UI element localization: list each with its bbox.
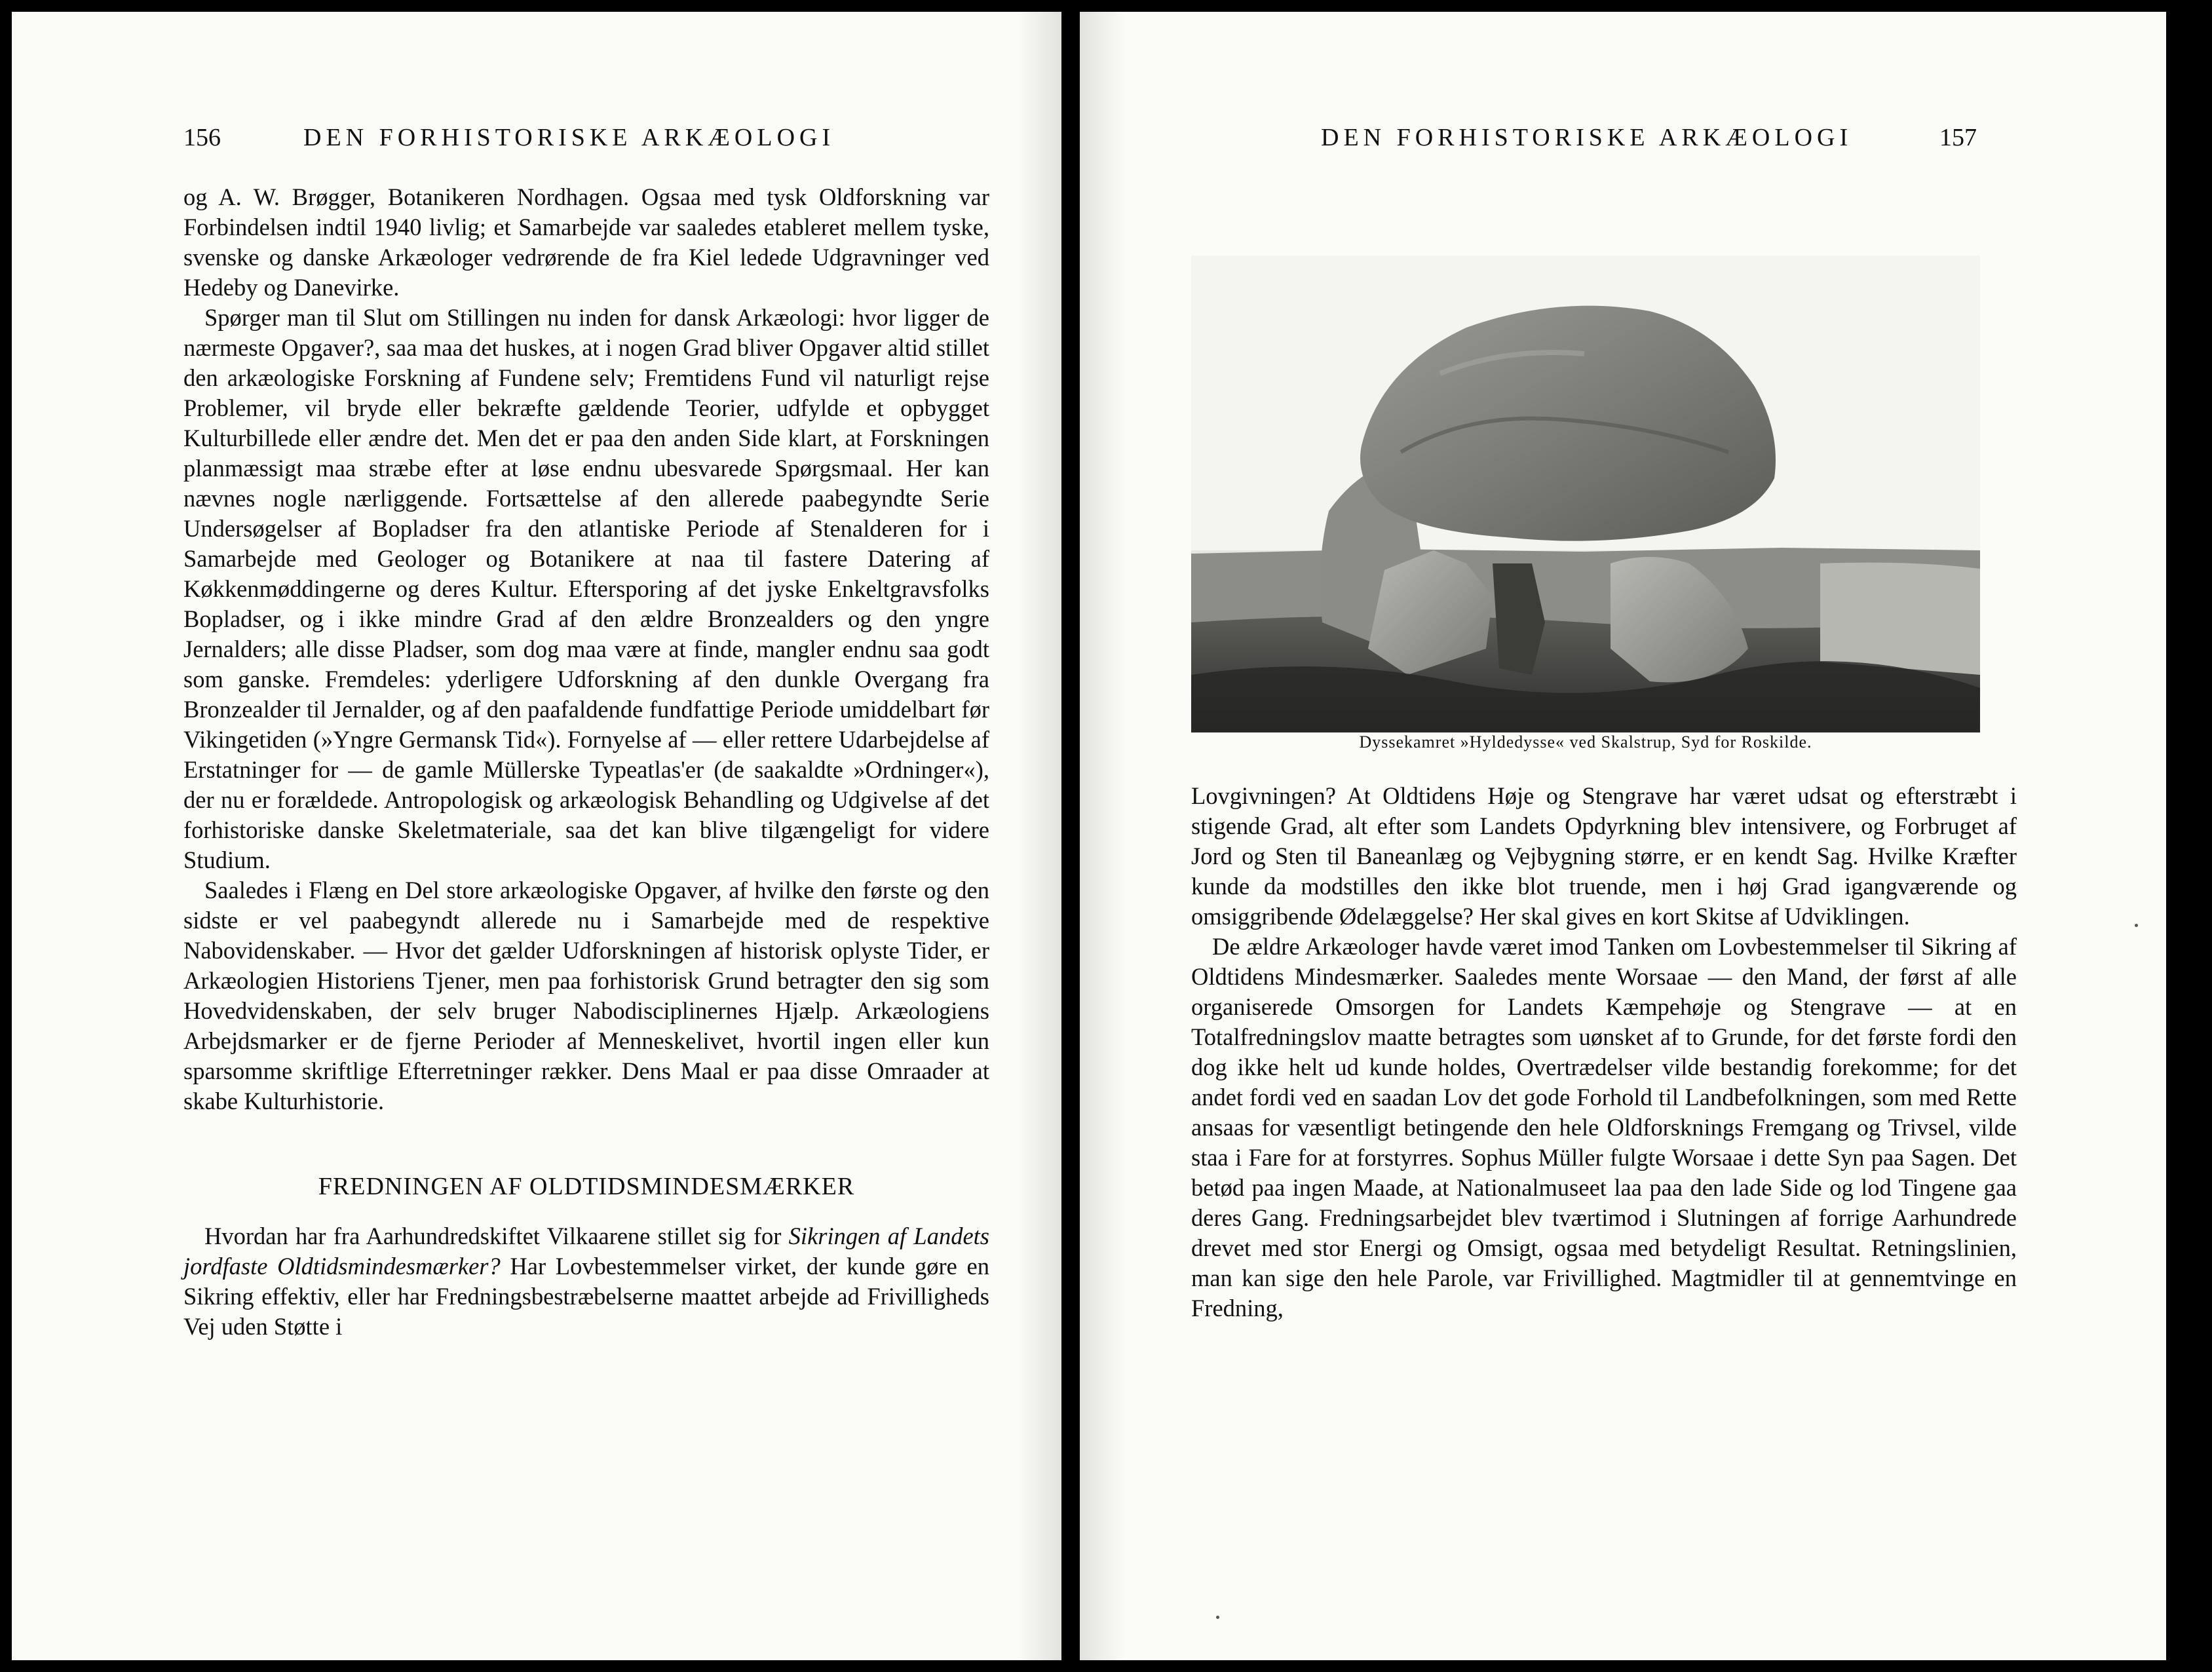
page-number-left: 156 — [183, 124, 221, 151]
section-title: FREDNINGEN AF OLDTIDSMINDESMÆRKER — [318, 1173, 855, 1200]
section-paragraph-start: Hvordan har fra Aarhundredskiftet Vilkaarene stillet sig for — [204, 1223, 789, 1249]
right-body-text — [1191, 781, 2017, 1323]
running-head-left: DEN FORHISTORISKE ARKÆOLOGI — [303, 124, 835, 151]
gutter-shadow — [1016, 12, 1061, 1660]
left-body-text — [183, 182, 989, 1342]
paragraph: Saaledes i Flæng en Del store arkæologiske Opgaver, af hvilke den første og den sidste er vel paabegyndt allerede nu i Samarbejde med de respektive Nabovidenskaber. — Hvor det gælder Udforskningen af historisk oplyste Tider, er Arkæologien Historiens Tjener, men paa forhistorisk Grund betragter den sig som Hovedvidenskaben, der selv bruger Nabodisciplinernes Hjælp. Arkæologiens Arbejdsmarker er de fjerne Perioder af Menneskelivet, hvortil ingen eller kun sparsomme skriftlige Efterretninger rækker. Dens Maal er paa disse Omraader at skabe Kulturhistorie. — [183, 877, 989, 1114]
running-head-right: DEN FORHISTORISKE ARKÆOLOGI — [1321, 124, 1853, 151]
paragraph: Lovgivningen? At Oldtidens Høje og Stengrave har været udsat og efterstræbt i stigende Grad, alt efter som Landets Opdyrkning blev intensivere, og Forbruget af Jord og Sten til Baneanlæg og Vejbygning større, er en kendt Sag. Hvilke Kræfter kunde da modstilles den ikke blot truende, men i høj Grad igangværende og omsiggribende Ødelæggelse? Her skal gives en kort Skitse af Udviklingen. — [1191, 782, 2017, 930]
gutter-shadow — [1080, 12, 1126, 1660]
paragraph: Spørger man til Slut om Stillingen nu inden for dansk Arkæologi: hvor ligger de nærmeste Opgaver?, saa maa det huskes, at i nogen Grad bliver Opgaver altid stillet den arkæologiske Forskning af Fundene selv; Fremtidens Fund vil naturligt rejse Problemer, vil bryde eller bekræfte gældende Teorier, udfylde et opbygget Kulturbillede eller ændre det. Men det er paa den anden Side klart, at Forskningen planmæssigt maa stræbe efter at løse endnu ubesvarede Spørgsmaal. Her kan nævnes nogle nærliggende. Fortsættelse af den allerede paabegyndte Serie Undersøgelser af Bopladser fra den atlantiske Periode af Stenalderen for i Samarbejde med Geologer og Botanikere at naa til fastere Datering af Køkkenmøddingerne og deres Kultur. Eftersporing af det jyske Enkeltgravsfolks Bopladser, og i ikke mindre Grad af den ældre Bronzealders og den yngre Jernalders; alle disse Pladser, som dog maa være at finde, mangler endnu saa godt som ganske. Fremdeles: yderligere Udforskning af den dunkle Overgang fra Bronzealder til Jernalder, og af den paafaldende fundfattige Periode umiddelbart før Vikingetiden (»Yngre Germansk Tid«). Fornyelse af — eller rettere Udarbejdelse af Erstatninger for — de gamle Müllerske Typeatlas'er (de saakaldte »Ordninger«), der nu er forældede. Antropologisk og arkæologisk Behandling og Udgivelse af det forhistoriske danske Skeletmateriale, saa det kan blive tilgængeligt for videre Studium. — [183, 304, 989, 873]
paragraph: og A. W. Brøgger, Botanikeren Nordhagen. Ogsaa med tysk Oldforskning var Forbindelsen indtil 1940 livlig; et Samarbejde var saaledes etableret mellem tyske, svenske og danske Arkæologer vedrørende de fra Kiel ledede Udgravninger ved Hedeby og Danevirke. — [183, 183, 989, 301]
speck — [2135, 924, 2138, 927]
dolmen-photograph — [1191, 256, 1980, 732]
speck — [1216, 1616, 1219, 1619]
left-page — [12, 12, 1061, 1660]
section-paragraph — [183, 1221, 989, 1342]
figure-caption: Dyssekamret »Hyldedysse« ved Skalstrup, Syd for Roskilde. — [1359, 732, 1812, 751]
page-number-right: 157 — [1939, 124, 1977, 151]
dolmen-photo-drawing — [1191, 256, 1980, 732]
section-paragraph-end: Har Lovbestemmelser virket, der kunde gøre en Sikring effektiv, eller har Fredningsbestræbelserne maattet arbejde ad Frivilligheds Vej uden Støtte i — [183, 1253, 989, 1340]
right-page — [1080, 12, 2166, 1660]
section-paragraph-italic: Sikringen af Landets jordfaste Oldtidsmindesmærker? — [183, 1223, 989, 1280]
paragraph: De ældre Arkæologer havde været imod Tanken om Lovbestemmelser til Sikring af Oldtidens Mindesmærker. Saaledes mente Worsaae — den Mand, der først af alle organiserede Omsorgen for Landets Kæmpehøje og Stengrave — at en Totalfredningslov maatte betragtes som uønsket af to Grunde, for det første fordi den dog ikke helt ud kunde holdes, Overtrædelser vilde bestandig forekomme; for det andet fordi ved en saadan Lov det gode Forhold til Landbefolkningen, som med Rette ansaas for væsentligt betingende den hele Oldforsknings Fremgang og Trivsel, vilde staa i Fare for at forstyrres. Sophus Müller fulgte Worsaae i dette Syn paa Sagen. Det betød paa ingen Maade, at Nationalmuseet laa paa den lade Side og lod Tingene gaa deres Gang. Fredningsarbejdet blev tværtimod i Slutningen af forrige Aarhundrede drevet med stor Energi og Omsigt, ogsaa med betydeligt Resultat. Retningslinien, man kan sige den hele Parole, var Frivillighed. Magtmidler til at gennemtvinge en Fredning, — [1191, 933, 2017, 1321]
